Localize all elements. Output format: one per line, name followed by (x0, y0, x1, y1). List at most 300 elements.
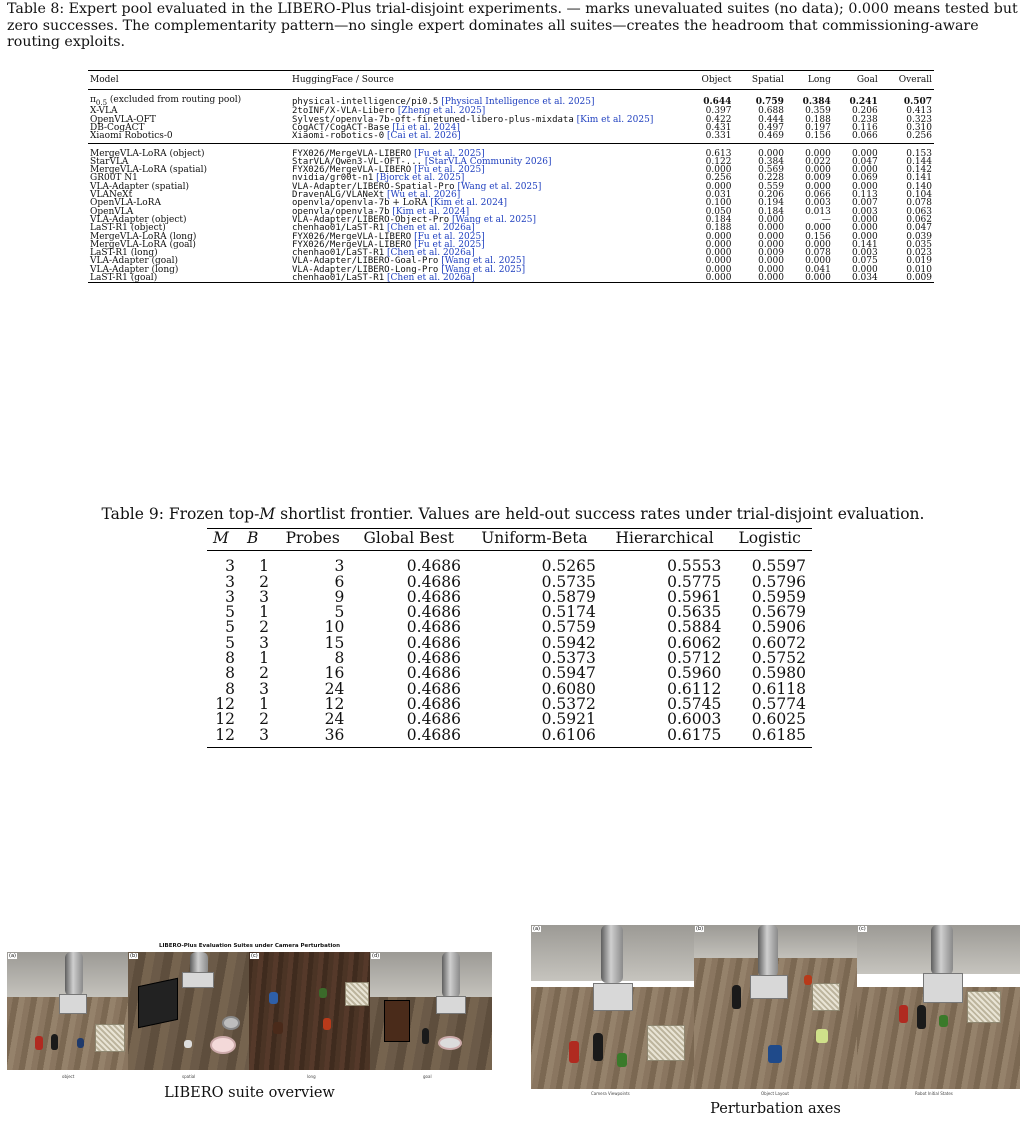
left-panel-a-tag: (a) (9, 953, 16, 959)
object-score: 0.000 (705, 231, 732, 242)
table-row (207, 697, 812, 712)
model-name: VLANeXt (90, 190, 133, 201)
spatial-score: 0.000 (758, 264, 784, 275)
object-score: 0.422 (705, 114, 732, 125)
long-score: 0.078 (805, 248, 831, 259)
table-cell: 24 (324, 679, 345, 698)
table-cell: 0.6175 (667, 725, 722, 744)
object-score: 0.184 (705, 214, 732, 225)
left-panel-d-label: goal (423, 1074, 432, 1079)
table-cell: 0.5597 (751, 557, 806, 576)
left-panel-b (128, 952, 249, 1070)
model-name: GR00T N1 (90, 173, 138, 184)
goal-score: 0.000 (851, 148, 878, 159)
table8 (88, 70, 934, 283)
citation-link[interactable]: [Fu et al. 2025] (414, 231, 485, 242)
repo-id: Xiaomi-robotics-0 (292, 131, 385, 142)
table-cell: 5 (225, 633, 235, 652)
table-row (207, 575, 812, 590)
citation-link[interactable]: [Fu et al. 2025] (414, 239, 485, 250)
model-name: MergeVLA-LoRA (goal) (90, 239, 196, 250)
header-overall: Overall (880, 71, 934, 90)
long-score: 0.156 (805, 231, 831, 242)
repo-id: 2toINF/X-VLA-Libero (292, 106, 395, 117)
repo-id: physical-intelligence/pi0.5 (292, 96, 439, 107)
long-score: 0.041 (805, 264, 831, 275)
overall-score: 0.009 (906, 273, 932, 284)
model-name: LaST-R1 (goal) (90, 273, 158, 284)
caption-variable: M (259, 505, 276, 523)
right-panel-b-tag: (b) (696, 926, 704, 932)
goal-score: 0.066 (833, 132, 880, 143)
repo-id: FYX026/MergeVLA-LIBERO (292, 231, 412, 242)
repo-id: nvidia/gr00t-n1 (292, 173, 374, 184)
table-cell: 12 (215, 710, 235, 729)
citation-link[interactable]: [Fu et al. 2025] (414, 148, 485, 159)
model-name: Xiaomi Robotics-0 (90, 131, 173, 142)
table-cell: 3 (225, 587, 235, 606)
model-cell (88, 132, 290, 143)
table-cell: 0.5745 (667, 694, 722, 713)
overall-score: 0.063 (906, 206, 932, 217)
citation-link[interactable]: [Zheng et al. 2025] (397, 106, 486, 117)
object-score: 0.256 (705, 173, 732, 184)
table-cell: 8 (334, 649, 345, 668)
table-row (88, 90, 934, 108)
model-name: MergeVLA-LoRA (long) (90, 231, 197, 242)
long-score: 0.009 (805, 173, 831, 184)
right-panel-b (694, 925, 857, 1089)
table-cell: 0.4686 (406, 725, 462, 744)
header-spatial: Spatial (733, 71, 786, 90)
overall-score: 0.256 (880, 132, 934, 143)
table-cell: 0.4686 (406, 679, 462, 698)
table-row (88, 143, 934, 158)
repo-id: Sylvest/openvla-7b-oft-finetuned-libero-plus-mixdata (292, 114, 574, 125)
long-score: 0.000 (805, 239, 831, 250)
goal-score: 0.000 (851, 165, 878, 176)
table-row (88, 274, 934, 283)
model-name: MergeVLA-LoRA (object) (90, 148, 205, 159)
model-name: StarVLA (90, 156, 129, 167)
header-source: HuggingFace / Source (290, 71, 684, 90)
table-row (207, 636, 812, 651)
table-cell: 3 (259, 725, 269, 744)
spatial-score: 0.000 (758, 148, 784, 159)
object-score: 0.000 (705, 256, 732, 267)
header-logistic: Logistic (727, 529, 812, 551)
table9-body (207, 551, 812, 748)
citation-link[interactable]: [Chen et al. 2026a] (387, 223, 475, 234)
header-long: Long (786, 71, 833, 90)
repo-id: chenhao01/LaST-R1 (292, 248, 385, 259)
table-cell: 0.5553 (667, 557, 722, 576)
table-cell: 0.4686 (406, 618, 462, 637)
spatial-score: 0.569 (758, 165, 784, 176)
goal-score: 0.000 (851, 231, 878, 242)
object-score: 0.100 (705, 198, 732, 209)
spatial-score: 0.206 (758, 190, 784, 201)
long-score-value: 0.384 (802, 96, 831, 107)
overall-score: 0.413 (906, 106, 932, 117)
long-score (786, 90, 833, 108)
object-score: 0.431 (705, 122, 732, 133)
table-cell: 0.5752 (751, 649, 806, 668)
source-cell (290, 274, 684, 283)
spatial-score: 0.000 (758, 214, 784, 225)
table-cell: 0.4686 (406, 557, 462, 576)
object-score: 0.031 (705, 190, 732, 201)
table-cell: 2 (259, 664, 269, 683)
table-cell: 0.5959 (751, 587, 806, 606)
citation-link[interactable]: [Wang et al. 2025] (441, 264, 526, 275)
model-name: VLA-Adapter (spatial) (90, 181, 190, 192)
repo-id: chenhao01/LaST-R1 (292, 273, 385, 284)
table-cell: 0.5174 (541, 603, 596, 622)
table-cell: 0.5942 (541, 633, 596, 652)
repo-id: VLA-Adapter/LIBERO-Spatial-Pro (292, 181, 455, 192)
object-score: 0.000 (705, 181, 732, 192)
left-panel-a-label: object (62, 1074, 75, 1079)
model-cell (88, 274, 290, 283)
spatial-score: 0.000 (758, 223, 784, 234)
table-cell: 0.5906 (751, 618, 806, 637)
figure-left-title: LIBERO-Plus Evaluation Suites under Camera Perturbation (158, 943, 341, 949)
model-name: LaST-R1 (object) (90, 223, 166, 234)
model-note: (excluded from routing pool) (107, 95, 242, 106)
object-score-value: 0.644 (703, 96, 732, 107)
object-score: 0.000 (705, 264, 732, 275)
table-cell: 5 (225, 618, 235, 637)
header-b: B (241, 529, 275, 551)
spatial-score: 0.000 (758, 256, 784, 267)
table-row (207, 682, 812, 697)
table-cell: 2 (259, 710, 269, 729)
object-score: 0.000 (705, 239, 732, 250)
table-cell: 0.6062 (667, 633, 722, 652)
table-cell: 0.6080 (541, 679, 596, 698)
source-cell (290, 143, 684, 158)
goal-score: 0.000 (851, 264, 878, 275)
overall-score: 0.104 (906, 190, 932, 201)
citation-link[interactable]: [StarVLA Community 2026] (424, 156, 552, 167)
figure-perturbation-axes (531, 925, 1020, 1097)
goal-score: 0.238 (851, 114, 878, 125)
right-panel-b-label: Object Layout (761, 1091, 789, 1096)
table-cell: 0.4686 (406, 603, 462, 622)
repo-id: FYX026/MergeVLA-LIBERO (292, 148, 412, 159)
table-cell: 0.5735 (541, 572, 596, 591)
goal-score: 0.075 (851, 256, 878, 267)
table-cell: 0.5961 (667, 587, 722, 606)
table9-caption (0, 505, 1026, 523)
object-score: 0.000 (705, 273, 732, 284)
long-score: 0.000 (805, 256, 831, 267)
long-score: 0.156 (786, 132, 833, 143)
repo-id: FYX026/MergeVLA-LIBERO (292, 165, 412, 176)
table-row (207, 651, 812, 666)
goal-score: 0.007 (851, 198, 878, 209)
citation-link[interactable]: [Chen et al. 2026a] (387, 248, 475, 259)
repo-id: VLA-Adapter/LIBERO-Goal-Pro (292, 256, 439, 267)
left-panel-d (370, 952, 492, 1070)
overall-score: 0.142 (906, 165, 932, 176)
spatial-score: 0.000 (758, 273, 784, 284)
source-cell (290, 132, 684, 143)
goal-score: 0.047 (851, 156, 878, 167)
header-probes: Probes (275, 529, 350, 551)
model-name: MergeVLA-LoRA (spatial) (90, 165, 207, 176)
model-name: OpenVLA-OFT (90, 114, 156, 125)
object-score: 0.397 (705, 106, 732, 117)
model-name: π (90, 95, 96, 106)
table-cell: 0.5373 (541, 649, 596, 668)
goal-score: 0.113 (851, 190, 878, 201)
model-name: DB-CogACT (90, 122, 145, 133)
figure-libero-suite-overview (7, 943, 492, 1080)
table-cell: 0.6118 (751, 679, 806, 698)
table-cell: 16 (324, 664, 345, 683)
citation-link[interactable]: [Wu et al. 2026] (387, 190, 461, 201)
citation-link[interactable]: [Bjorck et al. 2025] (376, 173, 465, 184)
table-cell: 0.6003 (667, 710, 722, 729)
table-cell: 0.5921 (541, 710, 596, 729)
object-score: 0.613 (705, 148, 732, 159)
overall-score: 0.153 (906, 148, 932, 159)
table-cell: 0.5796 (751, 572, 806, 591)
long-score: 0.000 (805, 181, 831, 192)
citation-link[interactable]: [Cai et al. 2026] (387, 131, 461, 142)
table-cell: 1 (259, 603, 269, 622)
overall-score: 0.062 (906, 214, 932, 225)
table-row (207, 590, 812, 605)
object-score: 0.122 (705, 156, 732, 167)
table-cell: 3 (259, 633, 269, 652)
left-panel-d-tag: (d) (372, 953, 380, 959)
table-cell: 0.5712 (667, 649, 722, 668)
repo-id: FYX026/MergeVLA-LIBERO (292, 239, 412, 250)
table-cell: 10 (324, 618, 345, 637)
table-cell: 0.4686 (406, 572, 462, 591)
left-panel-c (249, 952, 370, 1070)
spatial-score: 0.469 (733, 132, 786, 143)
left-panel-c-tag: (c) (251, 953, 258, 959)
table-row (88, 132, 934, 143)
table-cell: 0.4686 (406, 664, 462, 683)
citation-link[interactable]: [Wang et al. 2025] (441, 256, 526, 267)
spatial-score: 0.384 (758, 156, 784, 167)
table-row (207, 620, 812, 635)
repo-id: openvla/openvla-7b (292, 198, 390, 209)
right-panel-c-label: Robot Initial States (915, 1091, 953, 1096)
model-name: OpenVLA (90, 206, 134, 217)
citation-link[interactable]: [Chen et al. 2026a] (387, 273, 475, 284)
model-name: VLA-Adapter (long) (90, 264, 179, 275)
long-score: 0.000 (805, 273, 831, 284)
spatial-score: 0.444 (758, 114, 784, 125)
table8-body (88, 90, 934, 283)
table-cell: 0.4686 (406, 649, 462, 668)
table-cell: 0.6185 (751, 725, 806, 744)
table-cell: 1 (259, 557, 269, 576)
overall-score: 0.010 (906, 264, 932, 275)
table9 (207, 528, 812, 748)
goal-score: 0.116 (851, 122, 878, 133)
table-cell: 0.5947 (541, 664, 596, 683)
overall-score: 0.039 (906, 231, 932, 242)
long-score: 0.066 (805, 190, 831, 201)
citation-link[interactable]: [Li et al. 2024] (392, 122, 460, 133)
repo-id: VLA-Adapter/LIBERO-Object-Pro (292, 214, 450, 225)
long-score: 0.000 (805, 223, 831, 234)
citation-link[interactable]: [Physical Intelligence et al. 2025] (441, 96, 595, 107)
right-panel-c-tag: (c) (859, 926, 866, 932)
goal-score: 0.003 (851, 206, 878, 217)
object-score (684, 90, 733, 108)
object-score: 0.000 (705, 165, 732, 176)
table-cell: 0.5775 (667, 572, 722, 591)
source-extra: + LoRA (389, 198, 431, 209)
header-model: Model (88, 71, 290, 90)
table-cell: 15 (324, 633, 345, 652)
goal-score: 0.069 (851, 173, 878, 184)
header-uniform-beta: Uniform-Beta (467, 529, 602, 551)
table9-header-row (207, 529, 812, 551)
object-score: 0.050 (705, 206, 732, 217)
model-name: VLA-Adapter (goal) (90, 256, 178, 267)
table-cell: 12 (324, 694, 345, 713)
table-cell: 8 (225, 664, 235, 683)
overall-score: 0.019 (906, 256, 932, 267)
spatial-score: 0.000 (758, 231, 784, 242)
table-cell: 36 (324, 725, 345, 744)
model-name: OpenVLA-LoRA (90, 198, 161, 209)
table-cell: 0.4686 (406, 587, 462, 606)
goal-score: 0.000 (851, 214, 878, 225)
citation-link[interactable]: [Fu et al. 2025] (414, 165, 485, 176)
model-subscript: 0.5 (95, 99, 108, 108)
table8-header-row (88, 71, 934, 90)
right-panel-a (531, 925, 694, 1089)
table8-caption: Table 8: Expert pool evaluated in the LIBERO-Plus trial-disjoint experiments. — marks unevaluated suites (no data); 0.000 means tested but zero successes. The complementarity pattern—no single expert dominates all suites—creates the headroom that commissioning-aware routing exploits. (7, 1, 1018, 50)
goal-score: 0.034 (851, 273, 878, 284)
overall-score: 0.140 (906, 181, 932, 192)
table-cell: 0.5265 (541, 557, 596, 576)
overall-score-value: 0.507 (903, 96, 932, 107)
repo-id: StarVLA/Qwen3-VL-OFT-... (292, 156, 423, 167)
table-cell: 5 (225, 603, 235, 622)
table-cell: 8 (225, 679, 235, 698)
model-name: VLA-Adapter (object) (90, 214, 187, 225)
spatial-score: 0.228 (758, 173, 784, 184)
long-score: 0.000 (805, 148, 831, 159)
goal-score: 0.206 (851, 106, 878, 117)
table-cell: 0.5759 (541, 618, 596, 637)
goal-score: 0.000 (851, 181, 878, 192)
right-panel-a-tag: (a) (533, 926, 540, 932)
left-panel-a (7, 952, 128, 1070)
table-cell: 6 (334, 572, 345, 591)
table-row (207, 666, 812, 681)
overall-score: 0.023 (906, 248, 932, 259)
table-cell: 0.5635 (667, 603, 722, 622)
figure-left-caption: LIBERO suite overview (164, 1085, 335, 1101)
object-score: 0.188 (705, 223, 732, 234)
overall-score: 0.035 (906, 239, 932, 250)
table-cell: 0.6112 (667, 679, 722, 698)
object-score: 0.331 (684, 132, 733, 143)
table-cell: 8 (225, 649, 235, 668)
table-cell: 0.5372 (541, 694, 596, 713)
left-panel-b-tag: (b) (130, 953, 138, 959)
header-global-best: Global Best (350, 529, 467, 551)
goal-score-value: 0.241 (849, 96, 878, 107)
left-panel-c-label: long (307, 1074, 316, 1079)
table-cell: 2 (259, 572, 269, 591)
right-panel-c (857, 925, 1020, 1089)
citation-link[interactable]: [Wang et al. 2025] (457, 181, 542, 192)
long-score: 0.188 (805, 114, 831, 125)
spatial-score: 0.194 (758, 198, 784, 209)
citation-link[interactable]: [Kim et al. 2024] (392, 206, 470, 217)
model-name: LaST-R1 (long) (90, 248, 158, 259)
citation-link[interactable]: [Kim et al. 2025] (576, 114, 654, 125)
table-row (207, 551, 812, 575)
table-cell: 24 (324, 710, 345, 729)
table-cell: 0.4686 (406, 694, 462, 713)
overall-score: 0.141 (906, 173, 932, 184)
long-score: 0.003 (805, 198, 831, 209)
goal-score: 0.000 (851, 223, 878, 234)
citation-link[interactable]: [Wang et al. 2025] (452, 214, 536, 225)
header-object: Object (684, 71, 733, 90)
spatial-score: 0.000 (758, 239, 784, 250)
table-cell: 0.4686 (406, 633, 462, 652)
figure-right-caption: Perturbation axes (710, 1101, 841, 1117)
spatial-score: 0.559 (758, 181, 784, 192)
table-row (207, 605, 812, 620)
table-cell: 0.6025 (751, 710, 806, 729)
spatial-score-value: 0.759 (755, 96, 784, 107)
repo-id: CogACT/CogACT-Base (292, 122, 390, 133)
repo-id: VLA-Adapter/LIBERO-Long-Pro (292, 264, 439, 275)
table-row (207, 728, 812, 748)
citation-link[interactable]: [Kim et al. 2024] (430, 198, 508, 209)
table-cell: 3 (225, 572, 235, 591)
table-cell: 12 (215, 694, 235, 713)
model-cell (88, 90, 290, 108)
table-cell: 0.5960 (667, 664, 722, 683)
long-score: 0.197 (805, 122, 831, 133)
table-cell: 12 (215, 725, 235, 744)
spatial-score: 0.497 (758, 122, 784, 133)
spatial-score: 0.688 (758, 106, 784, 117)
header-m: M (207, 529, 241, 551)
table-cell: 0.4686 (406, 710, 462, 729)
table-cell: 0.5980 (751, 664, 806, 683)
overall-score (880, 90, 934, 108)
goal-score: 0.141 (851, 239, 878, 250)
table-cell: 5 (334, 603, 345, 622)
overall-score: 0.047 (906, 223, 932, 234)
long-score: 0.013 (805, 206, 831, 217)
overall-score: 0.144 (906, 156, 932, 167)
model-name: X-VLA (90, 106, 118, 117)
overall-score: 0.323 (906, 114, 932, 125)
table-cell: 0.6106 (541, 725, 596, 744)
table-cell: 2 (259, 618, 269, 637)
table-cell: 3 (225, 557, 235, 576)
